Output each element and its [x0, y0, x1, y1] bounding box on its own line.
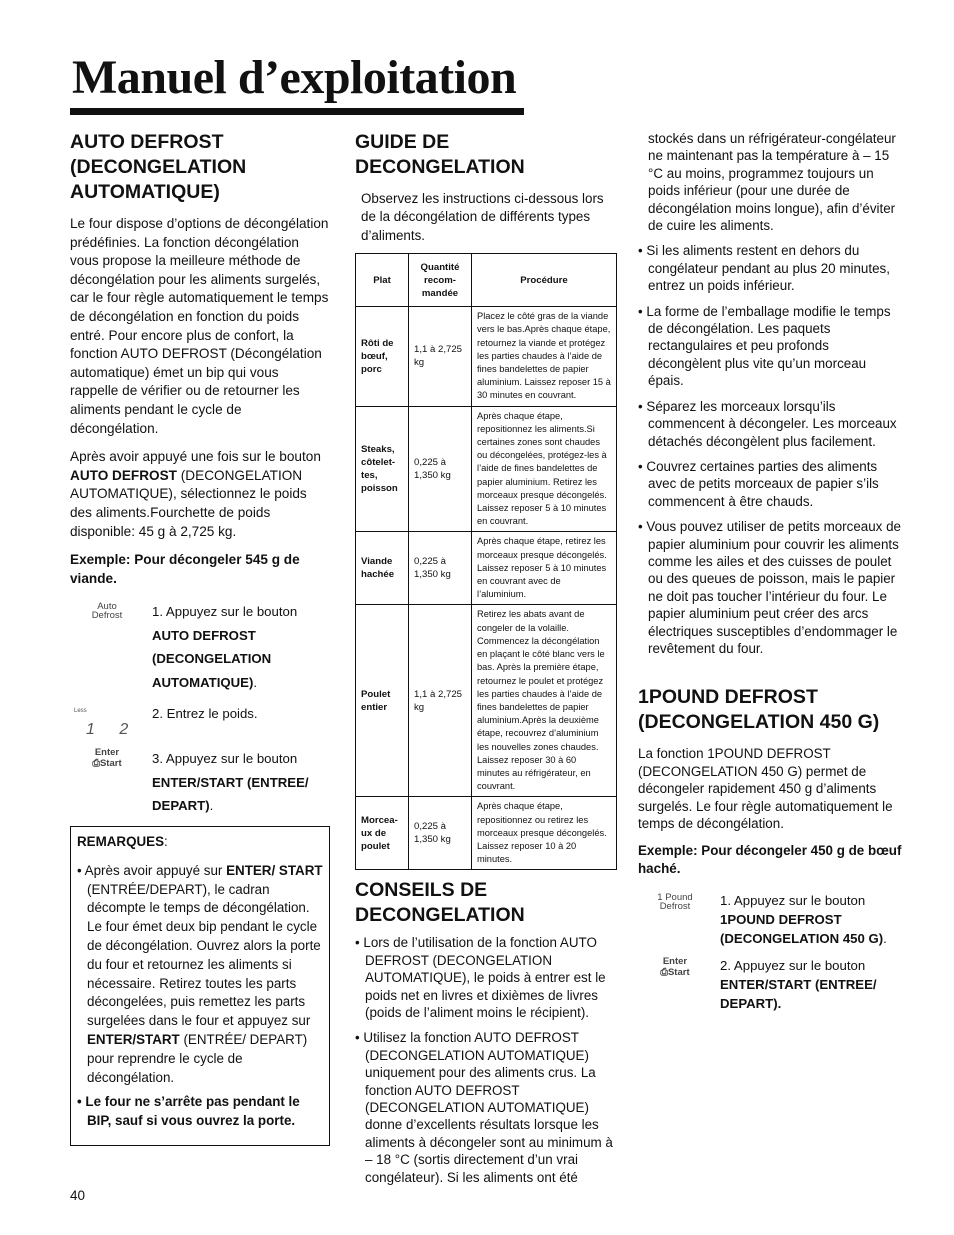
step-bold: ENTER/START (ENTREE/	[720, 977, 877, 993]
auto-defrost-para2	[70, 448, 330, 541]
number-keypad-icon	[70, 702, 152, 739]
step-1	[70, 600, 330, 694]
auto-defrost-example	[70, 551, 330, 588]
note-item	[77, 862, 323, 1088]
procedure-cell: Retirez les abats avant de congeler de la volaille. Commencez la décongélation en plaçant le côté blanc vers le bas. Après la première étape, retournez le poulet et protégez les parties chaudes à l’aide de fines bandelettes de papier aluminium.Après la deuxième étape, recouvrez d’aluminium les nouvelles zones chaudes. Laissez reposer 30 à 60 minutes au réfrigérateur, en couvrant.	[472, 605, 617, 797]
text: Après avoir appuyé une fois sur le bouton	[70, 449, 321, 465]
step-tail: .	[253, 674, 258, 690]
heading-line: (DECONGELATION	[70, 156, 247, 178]
icon-label: Enter	[94, 747, 120, 759]
title-rule	[70, 108, 524, 115]
tip-item: • Lors de l’utilisation de la fonction AUTO DEFROST (DECONGELATION AUTOMATIQUE), le poids à entrer est le poids net en livres et dixièmes de livres (poids de l’aliment moins le récipient).	[355, 935, 606, 1020]
step-1	[638, 891, 904, 948]
procedure-cell: Placez le côté gras de la viande vers le bas.Après chaque étape, retournez la viande et protégez les parties chaudes à l’aide de fines bandelettes de papier aluminium. Laissez reposer 15 à 30 minutes en couvrant.	[472, 307, 617, 406]
pound-defrost-steps	[638, 891, 904, 1013]
auto-defrost-button-icon	[70, 600, 152, 694]
example-label: Exemple	[70, 552, 126, 568]
pound-defrost-example	[638, 842, 904, 877]
table-row	[356, 406, 617, 532]
tip-item: • Utilisez la fonction AUTO DEFROST (DECONGELATION AUTOMATIQUE) uniquement pour des aliments crus. La fonction AUTO DEFROST (DECONGELATION AUTOMATIQUE) donne d’excellents résultats lorsque les aliments à décongeler sont au minimum à – 18 °C (sortis directement d’un vrai congélateur). Si les aliments ont été	[355, 1030, 613, 1185]
notes-title	[77, 833, 323, 852]
step-3	[70, 747, 330, 818]
icon-label: ⎙Start	[660, 967, 690, 979]
step-bold: ENTER/START (ENTREE/	[152, 774, 309, 790]
notes-box	[70, 826, 330, 1146]
text: (ENTRÉE/DEPART), le cadran décompte le temps de décongélation. Le four émet deux bip pendant le cycle de décongélation. Ouvrez alors la porte du four et retournez les aliments si nécessaire. Retirez toutes les parts décongelées, puis remettez les parts surgelées dans le four et appuyez sur	[87, 881, 321, 1029]
table-row	[356, 532, 617, 605]
guide-intro: Observez les instructions ci-dessous lors de la décongélation de différents types d’aliments.	[361, 191, 604, 243]
quantity-cell: 0,225 à 1,350 kg	[409, 406, 472, 532]
food-cell: Poulet entier	[356, 605, 409, 797]
bold-text: ENTER/ START	[226, 862, 323, 878]
auto-defrost-heading	[70, 130, 330, 205]
icon-label: Less	[74, 708, 87, 715]
step-bold: AUTOMATIQUE)	[152, 674, 254, 690]
bold-text: ENTER/START	[87, 1031, 180, 1047]
enter-start-button-icon	[638, 956, 720, 1013]
text: :	[164, 833, 168, 849]
bold-text: AUTO DEFROST	[70, 467, 177, 483]
food-cell: Viande hachée	[356, 532, 409, 605]
food-cell: Rôti de bœuf, porc	[356, 307, 409, 406]
heading-line: AUTOMATIQUE)	[70, 181, 220, 203]
text: (ENTRÉE/ DEPART) pour reprendre le cycle de décongélation.	[87, 1031, 308, 1085]
step-2	[638, 956, 904, 1013]
icon-label: Enter	[662, 956, 688, 968]
tip-item: • La forme de l’emballage modifie le temps de décongélation. Les paquets rectangulaires et peu profonds décongèlent plus vite qu’un morceau épais.	[638, 303, 891, 389]
step-bold: DEPART).	[720, 996, 782, 1012]
step-tail: .	[209, 798, 214, 814]
icon-label: ⎙Start	[92, 758, 122, 770]
procedure-cell: Après chaque étape, repositionnez ou retirez les morceaux presque décongelés. Laissez reposer 10 à 20 minutes.	[472, 797, 617, 870]
auto-defrost-section	[70, 130, 330, 1146]
quantity-cell: 1,1 à 2,725 kg	[409, 605, 472, 797]
pound-defrost-button-icon	[638, 891, 720, 948]
step-text: 2. Entrez le poids.	[152, 706, 258, 722]
page-title: Manuel d’exploitation	[72, 51, 517, 104]
tips-list	[355, 934, 617, 1186]
table-header-row	[356, 254, 617, 307]
step-2	[70, 702, 330, 739]
example-text: : Pour décongeler 545 g de viande.	[70, 552, 300, 586]
heading-line: CONSEILS DE	[355, 879, 488, 902]
text: REMARQUES	[77, 833, 165, 849]
example-label: Exemple	[638, 843, 694, 859]
text: • Après avoir appuyé sur	[77, 862, 227, 878]
tip-item: • Séparez les morceaux lorsqu’ils commencent à décongeler. Les morceaux détachés décongèlent plus facilement.	[638, 398, 897, 449]
enter-start-button-icon	[70, 747, 152, 818]
heading-line: AUTO DEFROST	[70, 131, 224, 153]
right-column	[638, 130, 904, 1021]
note-item: • Le four ne s’arrête pas pendant le BIP, sauf si vous ouvrez la porte.	[77, 1094, 300, 1129]
heading-line: 1POUND DEFROST	[638, 686, 818, 709]
procedure-cell: Après chaque étape, retirez les morceaux presque décongelés. Laissez reposer 5 à 10 minutes en couvrant avec de l’aluminium.	[472, 532, 617, 605]
quantity-cell: 0,225 à 1,350 kg	[409, 797, 472, 870]
guide-section	[355, 130, 617, 1194]
icon-label: Defrost	[91, 610, 123, 622]
step-text: 3. Appuyez sur le bouton	[152, 751, 298, 767]
step-tail: .	[883, 931, 887, 947]
icon-label: Defrost	[659, 901, 691, 913]
table-row	[356, 605, 617, 797]
heading-line: (DECONGELATION 450 G)	[638, 711, 880, 734]
guide-heading: GUIDE DE DECONGELATION	[355, 131, 525, 178]
tip-item: • Si les aliments restent en dehors du congélateur pendant au plus 20 minutes, entrez un poids inférieur.	[638, 243, 890, 294]
table-row	[356, 307, 617, 406]
tips-heading	[355, 878, 617, 928]
pound-defrost-intro: La fonction 1POUND DEFROST (DECONGELATION 450 G) permet de décongeler rapidement 450 g d’aliments surgelés. Le four règle automatiquement le temps de décongélation.	[638, 746, 893, 831]
step-text: 1. Appuyez sur le bouton	[152, 604, 298, 620]
tip-continuation: stockés dans un réfrigérateur-congélateur ne maintenant pas la température à – 15 °C au moins, programmez toujours un poids inférieur (pour une durée de décongélation moins longue), afin d’éviter de cuire les aliments.	[648, 131, 896, 234]
procedure-cell: Après chaque étape, repositionnez les aliments.Si certaines zones sont chaudes ou décongelées, protégez-les à l’aide de fines bandelettes de papier aluminium. Retirez les morceaux presque décongelés. Laissez reposer 5 à 10 minutes en couvrant.	[472, 406, 617, 532]
example-text: : Pour décongeler 450 g de bœuf haché.	[638, 843, 902, 876]
column-header: Procédure	[472, 254, 617, 307]
defrost-guide-table	[355, 253, 617, 870]
step-bold: 1POUND DEFROST	[720, 912, 842, 928]
icon-label: Auto	[97, 601, 117, 613]
step-bold: DEPART)	[152, 798, 210, 814]
step-bold: (DECONGELATION	[152, 651, 272, 667]
pound-defrost-heading	[638, 685, 904, 735]
step-text: 1. Appuyez sur le bouton	[720, 893, 866, 909]
text: (DECONGELATION AUTOMATIQUE), sélectionnez le poids des aliments.Fourchette de poids disponible: 45 g à 2,725 kg.	[70, 467, 307, 539]
step-text: 2. Appuyez sur le bouton	[720, 958, 866, 974]
heading-line: DECONGELATION	[355, 904, 525, 927]
step-bold: AUTO DEFROST	[152, 627, 256, 643]
step-bold: (DECONGELATION 450 G)	[720, 931, 884, 947]
food-cell: Steaks, côtelet-tes, poisson	[356, 406, 409, 532]
auto-defrost-steps	[70, 600, 330, 818]
food-cell: Morcea-ux de poulet	[356, 797, 409, 870]
quantity-cell: 1,1 à 2,725 kg	[409, 307, 472, 406]
tip-item: • Couvrez certaines parties des aliments avec de petits morceaux de papier s’ils commencent à être chauds.	[638, 458, 879, 509]
quantity-cell: 0,225 à 1,350 kg	[409, 532, 472, 605]
icon-label: 1 Pound	[657, 892, 693, 904]
table-row	[356, 797, 617, 870]
column-header: Quantité recom-mandée	[409, 254, 472, 307]
icon-digits: 1 2	[86, 720, 139, 738]
tip-item: • Vous pouvez utiliser de petits morceaux de papier aluminium pour couvrir les aliments comme les ailes et des cuisses de poulet ou des queues de poisson, mais le papier ne doit pas toucher l’intérieur du four. Le papier aluminium peut créer des arcs électriques susceptibles d’endommager le revêtement du four.	[638, 519, 901, 656]
column-header: Plat	[356, 254, 409, 307]
auto-defrost-intro: Le four dispose d’options de décongélation prédéfinies. La fonction décongélation vous propose la meilleure méthode de décongélation pour les aliments surgelés, car le four règle automatiquement le temps de décongélation en fonction du poids entré. Pour encore plus de confort, la fonction AUTO DEFROST (Décongélation automatique) émet un bip qui vous rappelle de vérifier ou de retourner les aliments pendant le cycle de décongélation.	[70, 216, 329, 436]
page-number: 40	[70, 1188, 86, 1203]
